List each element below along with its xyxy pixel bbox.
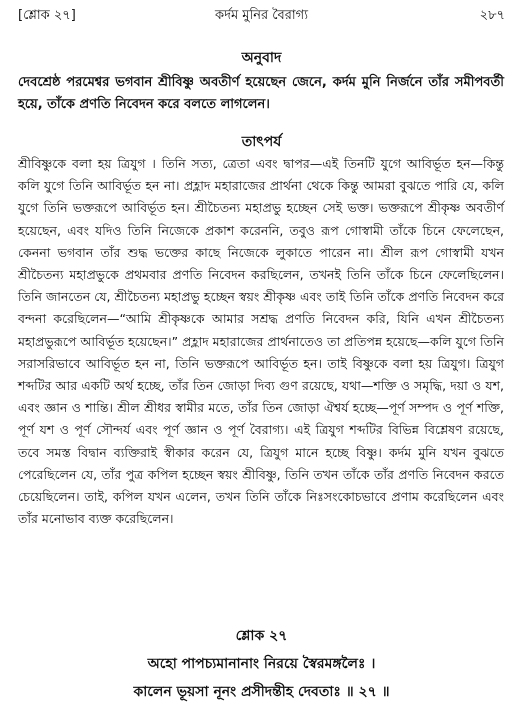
translation-text: দেবশ্রেষ্ঠ পরমেশ্বর ভগবান শ্রীবিষ্ণু অবতীর্ণ হয়েছেন জেনে, কর্দম মুনি নির্জনে তাঁর সমীপবর্তী হয়ে, তাঁকে প্রণতি নিবেদন করে বলতে লাগলেন। [18, 75, 504, 112]
verse-line-1: অহো পাপচ্যমানানাং নিরয়ে স্বৈরমঙ্গলৈঃ । [147, 656, 376, 672]
verse-line-2: কালেন ভূয়সা নূনং প্রসীদন্তীহ দেবতাঃ ॥ ২৭ ॥ [133, 684, 390, 700]
page-number: ২৮৭ [479, 8, 505, 23]
verse-reference: [শ্লোক ২৭] [18, 8, 76, 23]
purport-text: শ্রীবিষ্ণুকে বলা হয় ত্রিযুগ । তিনি সত্য, ত্রেতা এবং দ্বাপর—এই তিনটি যুগে আবির্ভূত হন—কিন্তু কলি যুগে তিনি আবির্ভূত হন না। প্রহ্লাদ মহারাজের প্রার্থনা থেকে কিন্তু আমরা বুঝতে পারি যে, কলি যুগে তিনি ভক্তরূপে আবির্ভূত হন। শ্রীচৈতন্য মহাপ্রভু হচ্ছেন সেই ভক্ত। ভক্তরূপে শ্রীকৃষ্ণ অবতীর্ণ হয়েছেন, এবং যদিও তিনি নিজেকে প্রকাশ করেননি, তবুও রূপ গোস্বামী তাঁকে চিনে ফেলেছেন, কেননা ভগবান তাঁর শুদ্ধ ভক্তের কাছে নিজেকে লুকাতে পারেন না। শ্রীল রূপ গোস্বামী যখন শ্রীচৈতন্য মহাপ্রভুকে প্রথমবার প্রণতি নিবেদন করছিলেন, তখনই তিনি তাঁকে চিনে ফেলেছিলেন। তিনি জানতেন যে, শ্রীচৈতন্য মহাপ্রভু হচ্ছেন স্বয়ং শ্রীকৃষ্ণ এবং তাই তিনি তাঁকে প্রণতি নিবেদন করে বন্দনা করেছিলেন—“আমি শ্রীকৃষ্ণকে আমার সশ্রদ্ধ প্রণতি নিবেদন করি, যিনি এখন শ্রীচৈতন্য মহাপ্রভুরূপে আবির্ভূত হয়েছেন।” প্রহ্লাদ মহারাজের প্রার্থনাতেও তা প্রতিপন্ন হয়েছে—কলি যুগে তিনি সরাসরিভাবে আবির্ভূত হন না, তিনি ভক্তরূপে আবির্ভূত হন। তাই বিষ্ণুকে বলা হয় ত্রিযুগ। ত্রিযুগ শব্দটির আর একটি অর্থ হচ্ছে, তাঁর তিন জোড়া দিব্য গুণ রয়েছে, যথা—শক্তি ও সমৃদ্ধি, দয়া ও যশ, এবং জ্ঞান ও শান্তি। শ্রীল শ্রীধর স্বামীর মতে, তাঁর তিন জোড়া ঐশ্বর্য হচ্ছে—পূর্ণ সম্পদ ও পূর্ণ শক্তি, পূর্ণ যশ ও পূর্ণ সৌন্দর্য এবং পূর্ণ জ্ঞান ও পূর্ণ বৈরাগ্য। এই ত্রিযুগ শব্দটির বিভিন্ন বিশ্লেষণ রয়েছে, তবে সমস্ত বিদ্বান ব্যক্তিরাই স্বীকার করেন যে, ত্রিযুগ মানে হচ্ছে বিষ্ণু। কর্দম মুনি যখন বুঝতে পেরেছিলেন যে, তাঁর পুত্র কপিল হচ্ছেন স্বয়ং শ্রীবিষ্ণু, তিনি তখন তাঁকে তাঁর প্রণতি নিবেদন করতে চেয়েছিলেন। তাই, কপিল যখন এলেন, তখন তিনি তাঁকে নিঃসংকোচভাবে প্রণাম করেছিলেন এবং তাঁর মনোভাব ব্যক্ত করেছিলেন। [18, 156, 504, 527]
verse-heading: শ্লোক ২৭ [235, 628, 288, 644]
translation-heading: অনুবাদ [241, 50, 282, 66]
chapter-title: কর্দম মুনির বৈরাগ্য [215, 8, 308, 23]
page-header [18, 6, 505, 28]
purport-heading: তাৎপর্য [241, 134, 282, 150]
